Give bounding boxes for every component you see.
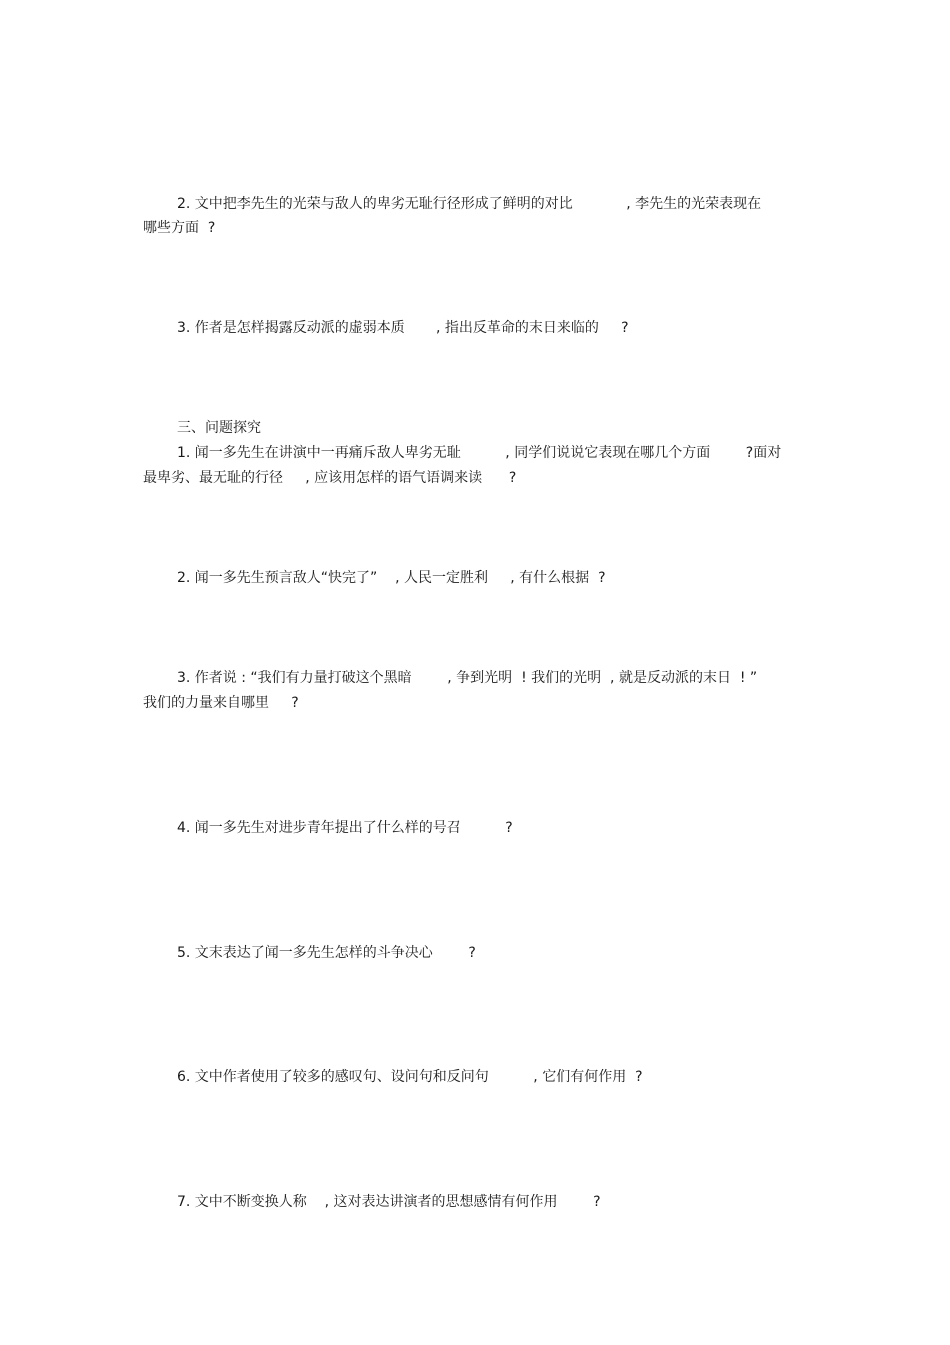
inquiry-5-line-1: 5. 文末表达了闻一多先生怎样的斗争决心 ?: [177, 945, 476, 961]
inquiry-7-line-1: 7. 文中不断变换人称 , 这对表达讲演者的思想感情有何作用 ?: [177, 1194, 601, 1210]
question-3-line-1: 3. 作者是怎样揭露反动派的虚弱本质 , 指出反革命的末日来临的 ?: [177, 320, 629, 336]
inquiry-1-line-2: 最卑劣、最无耻的行径 , 应该用怎样的语气语调来读 ?: [143, 470, 517, 486]
inquiry-6-line-1: 6. 文中作者使用了较多的感叹句、设问句和反问句 , 它们有何作用 ?: [177, 1069, 643, 1085]
inquiry-1-line-1: 1. 闻一多先生在讲演中一再痛斥敌人卑劣无耻 , 同学们说说它表现在哪几个方面 ?面对: [177, 445, 782, 461]
section-heading: 三、问题探究: [177, 420, 261, 436]
inquiry-3-line-1: 3. 作者说 : “我们有力量打破这个黑暗 , 争到光明 ! 我们的光明 , 就是反动派的末日 ! ”: [177, 670, 758, 686]
inquiry-2-line-1: 2. 闻一多先生预言敌人“快完了” , 人民一定胜利 , 有什么根据 ?: [177, 570, 606, 586]
question-2-line-2: 哪些方面 ?: [143, 220, 216, 236]
question-2-line-1: 2. 文中把李先生的光荣与敌人的卑劣无耻行径形成了鲜明的对比 , 李先生的光荣表现在: [177, 196, 762, 212]
inquiry-3-line-2: 我们的力量来自哪里 ?: [143, 695, 299, 711]
inquiry-4-line-1: 4. 闻一多先生对进步青年提出了什么样的号召 ?: [177, 820, 513, 836]
